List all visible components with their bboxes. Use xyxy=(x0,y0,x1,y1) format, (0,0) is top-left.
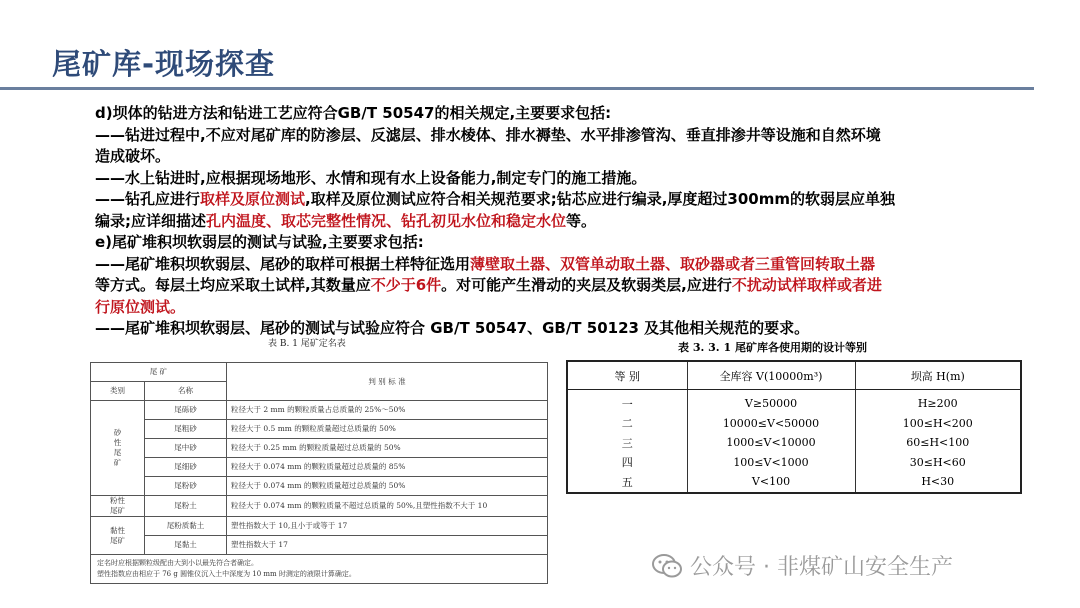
table-row xyxy=(91,439,548,458)
text-line xyxy=(95,168,1025,190)
title-divider xyxy=(0,87,1034,90)
table-b1-name: 尾中砂 xyxy=(145,439,227,458)
page-title: 尾矿库-现场探查 xyxy=(52,47,276,81)
height-cell: 100≤H<200 xyxy=(855,414,1021,434)
volume-cell: V<100 xyxy=(687,472,855,493)
volume-cell: V≥50000 xyxy=(687,390,855,414)
highlight-text: 不少于6件 xyxy=(370,276,442,294)
table-b1-name: 尾黏土 xyxy=(145,536,227,555)
height-cell: 30≤H<60 xyxy=(855,453,1021,473)
body-text-segment: e)尾矿堆积坝软弱层的测试与试验,主要要求包括: xyxy=(95,233,424,251)
body-text-segment: 等方式。每层土均应采取土试样,其数量应 xyxy=(95,276,371,294)
grade-cell: 四 xyxy=(567,453,687,473)
text-line xyxy=(95,254,1025,276)
volume-cell: 100≤V<1000 xyxy=(687,453,855,473)
grade-cell: 三 xyxy=(567,433,687,453)
body-text-segment: ,取样及原位测试应符合相关规范要求;钻芯应进行编录,厚度超过300mm的软弱层应单独 xyxy=(305,190,896,208)
table-row xyxy=(91,401,548,420)
highlight-text: 取样及原位测试 xyxy=(200,190,306,208)
body-text-segment: ——钻进过程中,不应对尾矿库的防渗层、反滤层、排水棱体、排水褥垫、水平排渗管沟、垂直排渗井等设施和自然环境 xyxy=(95,125,881,144)
design-grade-table xyxy=(566,360,1022,494)
table-row xyxy=(91,496,548,517)
body-text-segment: ——尾矿堆积坝软弱层、尾砂的测试与试验应符合 GB/T 50547、GB/T 50123 及其他相关规范的要求。 xyxy=(95,319,810,337)
grade-cell: 一 xyxy=(567,390,687,414)
volume-cell: 10000≤V<50000 xyxy=(687,414,855,434)
height-cell: H≥200 xyxy=(855,390,1021,414)
table-b1-caption: 表 B. 1 尾矿定名表 xyxy=(268,339,346,349)
watermark xyxy=(652,550,953,581)
table-331-header-grade: 等 别 xyxy=(567,361,687,390)
table-b1-note: 定名时应根据颗粒级配由大到小以最先符合者确定。 xyxy=(97,559,258,567)
watermark-text: 公众号 · 非煤矿山安全生产 xyxy=(690,555,953,580)
table-331-header-height: 坝高 H(m) xyxy=(855,361,1021,390)
table-331-caption: 表 3. 3. 1 尾矿库各使用期的设计等别 xyxy=(678,341,867,354)
body-text-segment: 。对可能产生滑动的夹层及软弱类层,应进行 xyxy=(441,276,732,294)
table-b1-header-class: 类别 xyxy=(91,382,145,401)
table-b1-name: 尾砾砂 xyxy=(145,401,227,420)
body-text-segment: 等。 xyxy=(566,211,597,230)
grade-cell: 五 xyxy=(567,472,687,493)
table-row xyxy=(91,458,548,477)
table-b1-class: 黏性 尾矿 xyxy=(91,517,145,555)
table-row xyxy=(91,517,548,536)
table-b1-class: 粉性 尾矿 xyxy=(91,496,145,517)
text-line xyxy=(95,297,1025,319)
table-row xyxy=(91,477,548,496)
body-text-segment: ——水上钻进时,应根据现场地形、水情和现有水上设备能力,制定专门的施工措施。 xyxy=(95,168,647,187)
table-b1-header-criteria: 判 别 标 准 xyxy=(227,363,548,401)
body-text xyxy=(95,103,1025,340)
text-line xyxy=(95,189,1025,211)
table-row xyxy=(567,472,1021,493)
table-b1-name: 尾粉质黏土 xyxy=(145,517,227,536)
text-line xyxy=(95,103,1025,125)
table-b1-criteria: 粒径大于 2 mm 的颗粒质量占总质量的 25%～50% xyxy=(227,401,548,420)
table-b1-header-name: 名称 xyxy=(145,382,227,401)
highlight-text: 不扰动试样取样或者进 xyxy=(731,276,882,294)
body-text-segment: ——尾矿堆积坝软弱层、尾砂的取样可根据土样特征选用 xyxy=(95,254,471,273)
highlight-text: 孔内温度、取芯完整性情况、钻孔初见水位和稳定水位 xyxy=(206,211,567,230)
height-cell: H<30 xyxy=(855,472,1021,493)
highlight-text: 薄壁取土器、双管单动取土器、取砂器或者三重管回转取土器 xyxy=(470,254,876,273)
wechat-icon xyxy=(652,553,682,579)
text-line xyxy=(95,146,1025,168)
grade-cell: 二 xyxy=(567,414,687,434)
table-b1-criteria: 粒径大于 0.25 mm 的颗粒质量超过总质量的 50% xyxy=(227,439,548,458)
table-b1-notes xyxy=(91,555,548,584)
height-cell: 60≤H<100 xyxy=(855,433,1021,453)
table-row xyxy=(567,453,1021,473)
table-b1-name: 尾细砂 xyxy=(145,458,227,477)
body-text-segment: 造成破坏。 xyxy=(95,147,171,165)
table-b1-criteria: 塑性指数大于 10,且小于或等于 17 xyxy=(227,517,548,536)
table-b1-criteria: 粒径大于 0.074 mm 的颗粒质量超过总质量的 85% xyxy=(227,458,548,477)
table-b1-name: 尾粗砂 xyxy=(145,420,227,439)
tailings-naming-table xyxy=(90,362,548,584)
text-line xyxy=(95,232,1025,254)
table-b1-header-group: 尾 矿 xyxy=(91,363,227,382)
body-text-segment: d)坝体的钻进方法和钻进工艺应符合GB/T 50547的相关规定,主要要求包括: xyxy=(95,104,612,122)
volume-cell: 1000≤V<10000 xyxy=(687,433,855,453)
table-b1-note: 塑性指数应由相应于 76 g 圆锥仪沉入土中深度为 10 mm 时测定的液限计算确定。 xyxy=(97,570,356,578)
table-row xyxy=(91,536,548,555)
table-b1-name: 尾粉土 xyxy=(145,496,227,517)
table-b1-criteria: 塑性指数大于 17 xyxy=(227,536,548,555)
text-line xyxy=(95,211,1025,233)
text-line xyxy=(95,275,1025,297)
body-text-segment: 编录;应详细描述 xyxy=(95,211,206,230)
table-b1-criteria: 粒径大于 0.074 mm 的颗粒质量不超过总质量的 50%,且塑性指数不大于 10 xyxy=(227,496,548,517)
table-b1-class: 砂 性 尾 矿 xyxy=(91,401,145,496)
table-row xyxy=(567,390,1021,414)
table-row xyxy=(567,433,1021,453)
table-b1-name: 尾粉砂 xyxy=(145,477,227,496)
table-b1-criteria: 粒径大于 0.5 mm 的颗粒质量超过总质量的 50% xyxy=(227,420,548,439)
text-line xyxy=(95,318,1025,340)
highlight-text: 行原位测试。 xyxy=(95,297,186,316)
text-line xyxy=(95,125,1025,147)
table-b1-criteria: 粒径大于 0.074 mm 的颗粒质量超过总质量的 50% xyxy=(227,477,548,496)
table-row xyxy=(91,420,548,439)
body-text-segment: ——钻孔应进行 xyxy=(95,190,201,208)
table-331-header-volume: 全库容 V(10000m³) xyxy=(687,361,855,390)
table-row xyxy=(567,414,1021,434)
